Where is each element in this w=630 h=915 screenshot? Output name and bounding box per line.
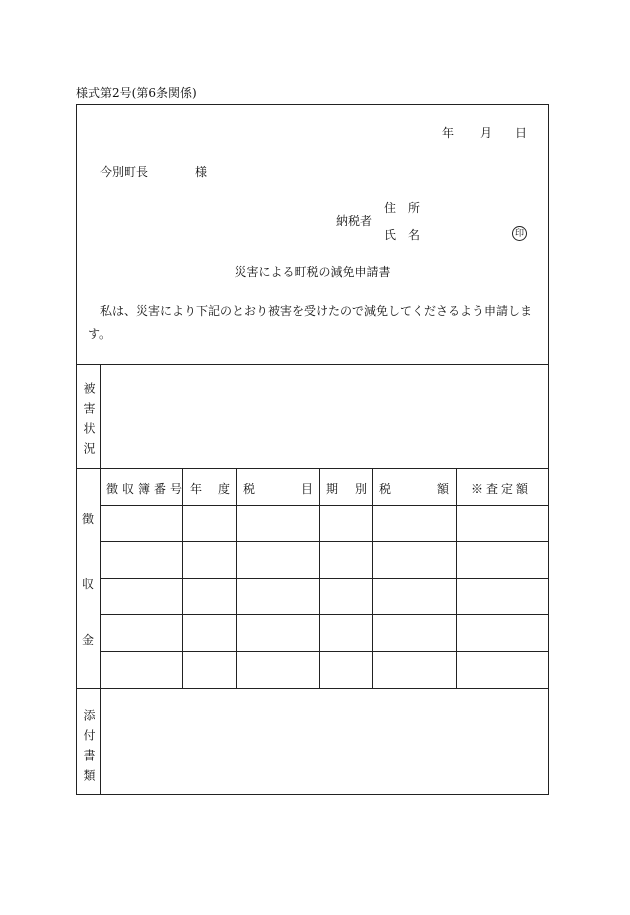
attachments-field[interactable] (101, 689, 548, 794)
address-label: 住 所 (384, 201, 421, 215)
header-tax-item-left: 税 (243, 482, 256, 496)
name-label: 氏 名 (384, 228, 421, 242)
table-cell-ledger-number[interactable] (101, 615, 181, 650)
table-cell-fiscal-year[interactable] (183, 579, 235, 613)
header-period-left: 期 (326, 482, 339, 496)
table-cell-tax-amount[interactable] (373, 579, 455, 613)
header-year-right: 度 (218, 482, 231, 496)
addressee-name: 今別町長 (100, 165, 149, 179)
table-cell-ledger-number[interactable] (101, 579, 181, 613)
header-tax-item-right: 目 (301, 482, 314, 496)
table-cell-period[interactable] (320, 579, 371, 613)
application-statement-line2: す。 (88, 327, 112, 341)
table-cell-fiscal-year[interactable] (183, 506, 235, 540)
form-number-label: 様式第2号(第6条関係) (76, 86, 197, 100)
table-cell-ledger-number[interactable] (101, 542, 181, 577)
collection-label-2: 収 (82, 577, 95, 591)
application-statement-line1: 私は、災害により下記のとおり被害を受けたので減免してくださるよう申請しま (100, 304, 533, 318)
table-cell-period[interactable] (320, 652, 371, 687)
table-cell-period[interactable] (320, 615, 371, 650)
header-year-left: 年 (190, 482, 203, 496)
divider-collection-top (76, 468, 549, 469)
table-cell-tax-amount[interactable] (373, 506, 455, 540)
damage-status-field[interactable] (101, 365, 548, 467)
taxpayer-label: 納税者 (336, 214, 373, 228)
header-amount-left: 税 (379, 482, 392, 496)
header-period-right: 別 (355, 482, 368, 496)
table-cell-tax-item[interactable] (237, 542, 318, 577)
form-title: 災害による町税の減免申請書 (234, 265, 391, 279)
header-amount-right: 額 (437, 482, 450, 496)
header-ledger-number: 徴収簿番号 (106, 482, 187, 496)
table-cell-fiscal-year[interactable] (183, 542, 235, 577)
collection-label-3: 金 (82, 633, 95, 647)
table-cell-assessed-amount[interactable] (457, 506, 548, 540)
table-cell-tax-item[interactable] (237, 506, 318, 540)
table-cell-assessed-amount[interactable] (457, 542, 548, 577)
table-cell-assessed-amount[interactable] (457, 615, 548, 650)
table-cell-fiscal-year[interactable] (183, 652, 235, 687)
table-cell-tax-item[interactable] (237, 579, 318, 613)
table-cell-period[interactable] (320, 506, 371, 540)
table-cell-tax-item[interactable] (237, 615, 318, 650)
header-assessed-amount: ※査定額 (471, 482, 532, 496)
table-cell-assessed-amount[interactable] (457, 652, 548, 687)
table-cell-tax-item[interactable] (237, 652, 318, 687)
table-cell-tax-amount[interactable] (373, 615, 455, 650)
table-cell-assessed-amount[interactable] (457, 579, 548, 613)
damage-status-label: 被害状況 (82, 382, 96, 462)
collection-label-1: 徴 (82, 512, 95, 526)
table-cell-fiscal-year[interactable] (183, 615, 235, 650)
date-year-label: 年 (442, 126, 455, 140)
date-day-label: 日 (515, 126, 528, 140)
table-cell-period[interactable] (320, 542, 371, 577)
table-cell-ledger-number[interactable] (101, 652, 181, 687)
table-cell-ledger-number[interactable] (101, 506, 181, 540)
table-cell-tax-amount[interactable] (373, 542, 455, 577)
attachments-label: 添付書類 (82, 709, 96, 789)
seal-mark: 印 (512, 226, 527, 241)
date-month-label: 月 (480, 126, 493, 140)
table-cell-tax-amount[interactable] (373, 652, 455, 687)
addressee-honorific: 様 (195, 165, 208, 179)
